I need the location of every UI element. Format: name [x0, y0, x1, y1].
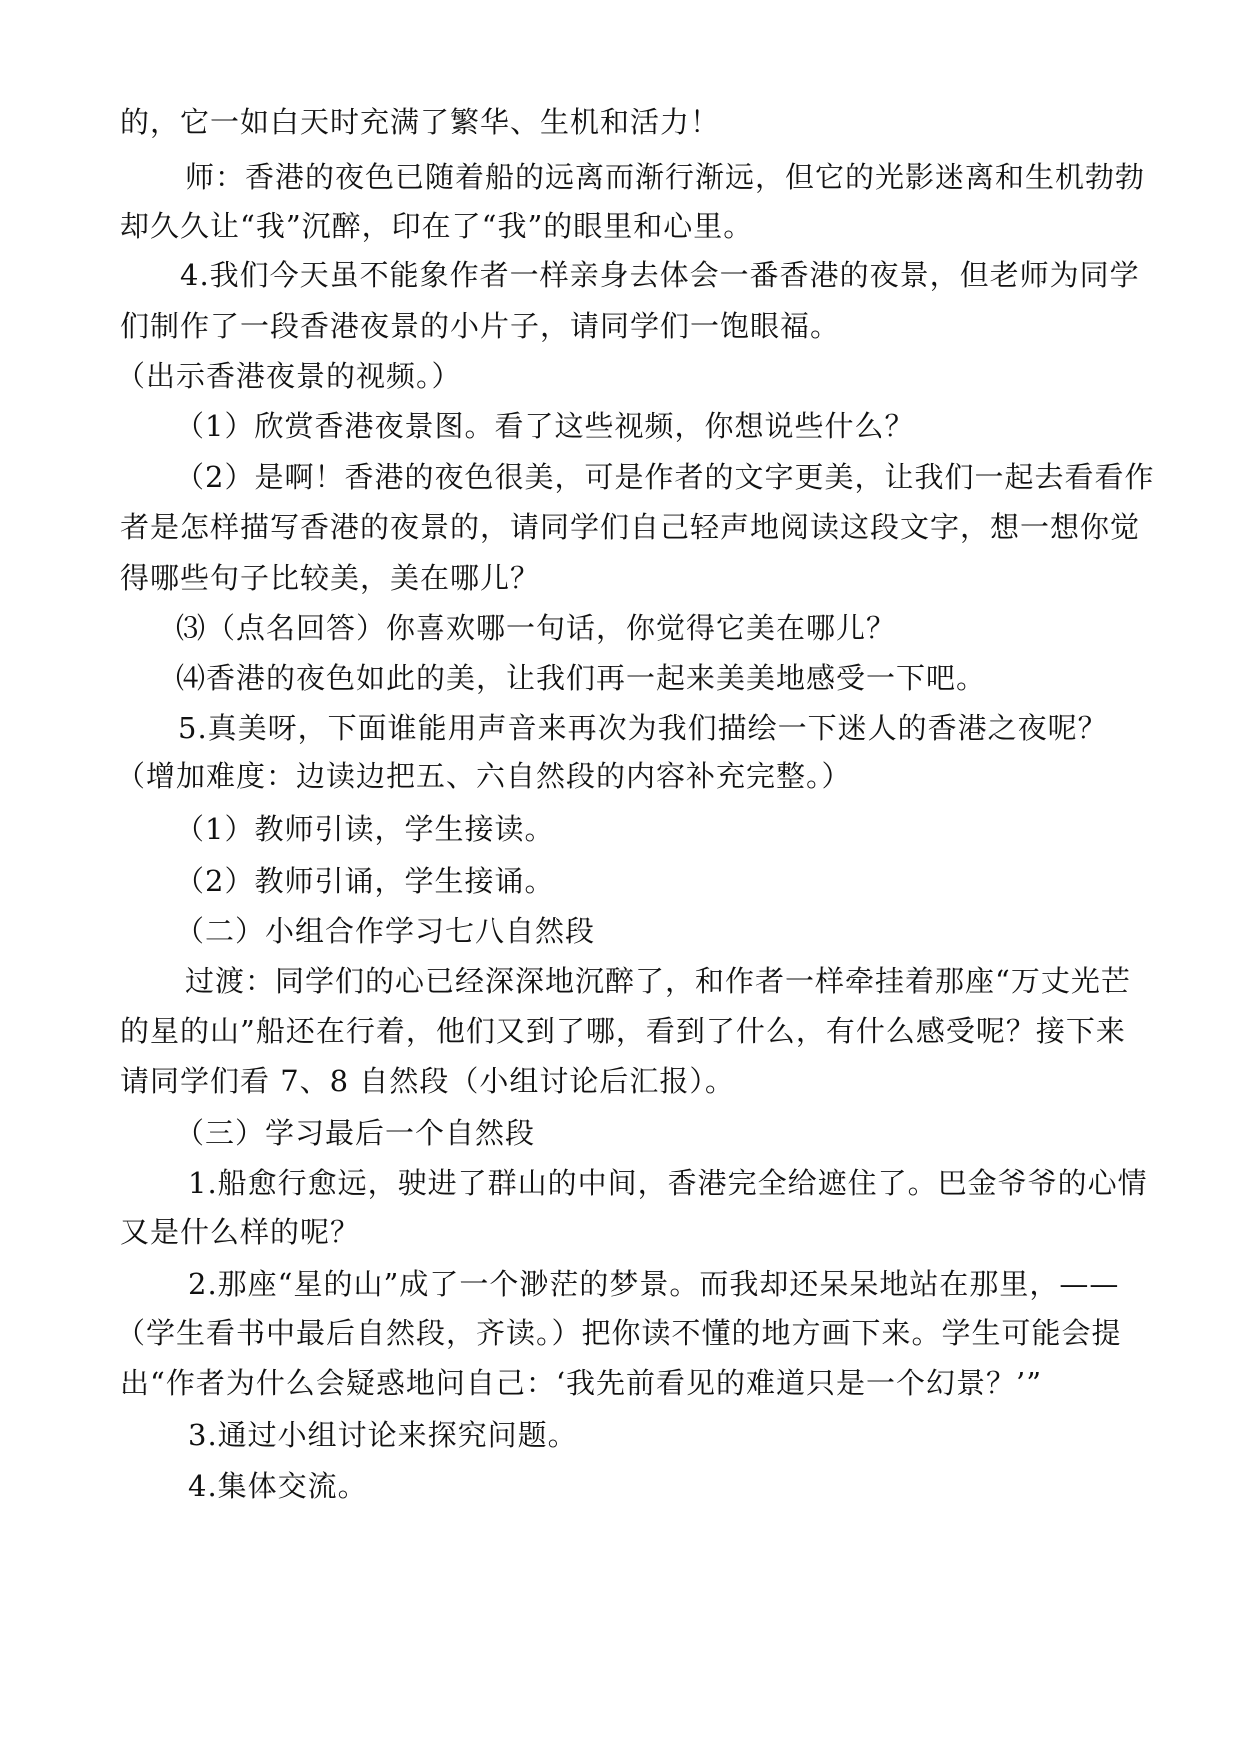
text-line: （2）教师引诵，学生接诵。 [175, 864, 555, 898]
text-line: 请同学们看 7、8 自然段（小组讨论后汇报）。 [120, 1064, 735, 1098]
text-line: 的，它一如白天时充满了繁华、生机和活力！ [120, 105, 721, 139]
text-line: ⑶（点名回答）你喜欢哪一句话，你觉得它美在哪儿？ [176, 611, 897, 645]
text-line: 4.我们今天虽不能象作者一样亲身去体会一番香港的夜景，但老师为同学 [180, 258, 1140, 292]
text-line: 3.通过小组讨论来探究问题。 [188, 1418, 578, 1452]
text-line: 过渡：同学们的心已经深深地沉醉了，和作者一样牵挂着那座“万丈光芒 [185, 964, 1131, 998]
text-line: 者是怎样描写香港的夜景的，请同学们自己轻声地阅读这段文字，想一想你觉 [120, 510, 1141, 544]
text-line: 却久久让“我”沉醉，印在了“我”的眼里和心里。 [120, 209, 754, 243]
text-line: （二）小组合作学习七八自然段 [175, 914, 596, 948]
text-line: （三）学习最后一个自然段 [175, 1116, 536, 1150]
text-line: 师：香港的夜色已随着船的远离而渐行渐远，但它的光影迷离和生机勃勃 [185, 160, 1146, 194]
text-line: 5.真美呀，下面谁能用声音来再次为我们描绘一下迷人的香港之夜呢？ [178, 711, 1108, 745]
text-line: （1）欣赏香港夜景图。看了这些视频，你想说些什么？ [175, 409, 915, 443]
text-line: （学生看书中最后自然段，齐读。）把你读不懂的地方画下来。学生可能会提 [116, 1316, 1122, 1350]
text-line: 1.船愈行愈远，驶进了群山的中间，香港完全给遮住了。巴金爷爷的心情 [188, 1166, 1148, 1200]
text-line: 们制作了一段香港夜景的小片子，请同学们一饱眼福。 [120, 309, 841, 343]
text-line: 的星的山”船还在行着，他们又到了哪，看到了什么，有什么感受呢？接下来 [120, 1014, 1126, 1048]
text-line: （1）教师引读，学生接读。 [175, 812, 555, 846]
text-line: 2.那座“星的山”成了一个渺茫的梦景。而我却还呆呆地站在那里，—— [188, 1267, 1120, 1301]
text-line: （增加难度：边读边把五、六自然段的内容补充完整。） [116, 759, 852, 793]
text-line: 得哪些句子比较美，美在哪儿？ [120, 561, 541, 595]
text-line: （出示香港夜景的视频。） [116, 359, 462, 393]
text-line: 4.集体交流。 [188, 1469, 368, 1503]
text-line: 又是什么样的呢？ [120, 1215, 361, 1249]
text-line: ⑷香港的夜色如此的美，让我们再一起来美美地感受一下吧。 [176, 661, 987, 695]
text-line: （2）是啊！香港的夜色很美，可是作者的文字更美，让我们一起去看看作 [175, 460, 1155, 494]
text-line: 出“作者为什么会疑惑地问自己：‘我先前看见的难道只是一个幻景？’” [120, 1366, 1043, 1400]
